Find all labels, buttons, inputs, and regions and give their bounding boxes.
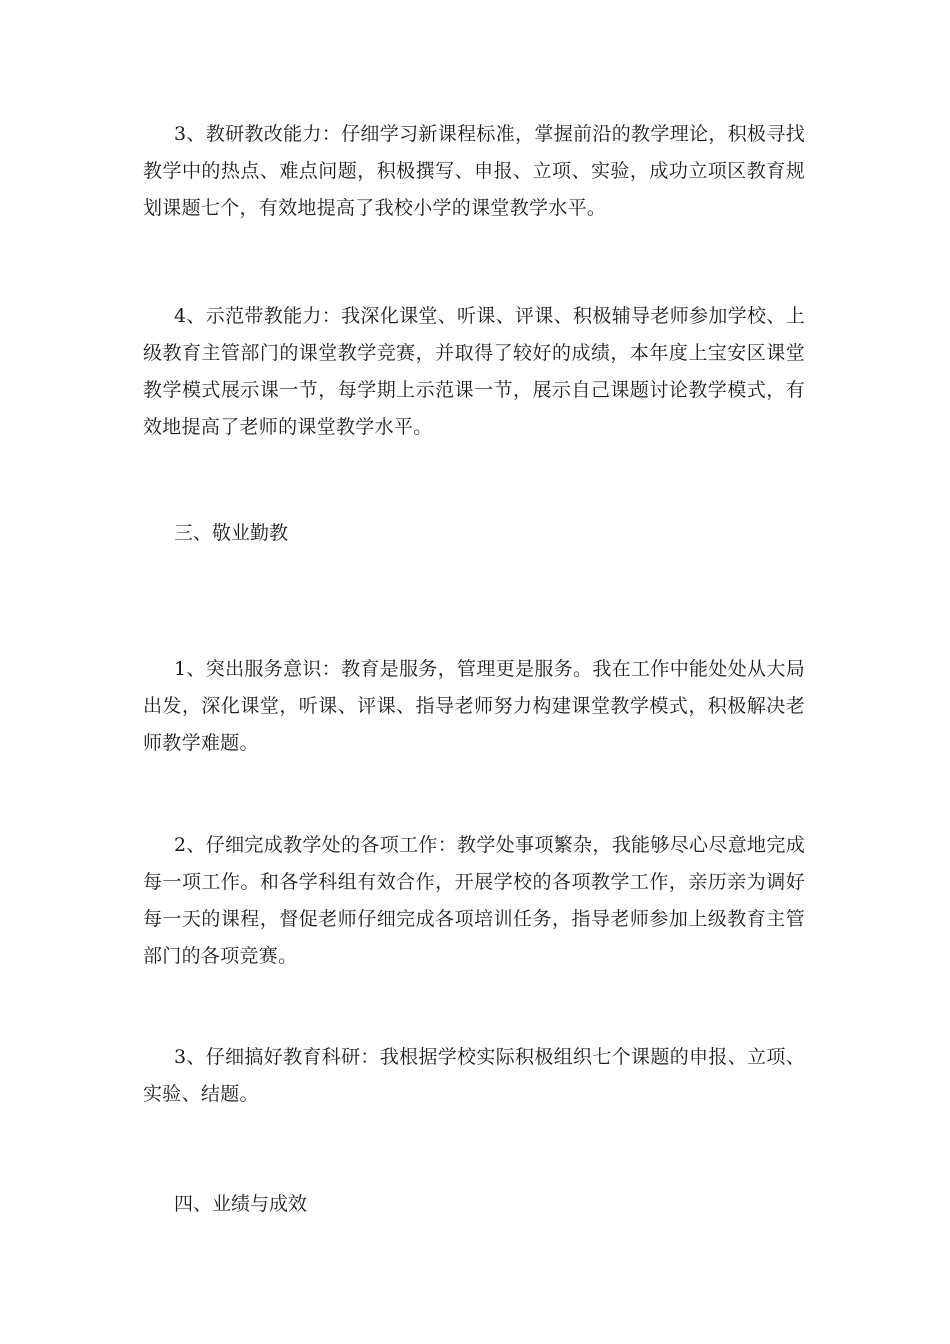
section-heading-achievements: 四、业绩与成效 (174, 1193, 308, 1215)
paragraph-teaching-research-ability: 3、教研教改能力：仔细学习新课程标准，掌握前沿的教学理论，积极寻找教学中的热点、难点问题，积极撰写、申报、立项、实验，成功立项区教育规划课题七个，有效地提高了我校小学的课堂教学水平。 (143, 123, 805, 219)
paragraph-service-awareness: 1、突出服务意识：教育是服务，管理更是服务。我在工作中能处处从大局出发，深化课堂，听课、评课、指导老师努力构建课堂教学模式，积极解决老师教学难题。 (143, 658, 805, 754)
paragraph-demonstration-ability: 4、示范带教能力：我深化课堂、听课、评课、积极辅导老师参加学校、上级教育主管部门的课堂教学竞赛，并取得了较好的成绩，本年度上宝安区课堂教学模式展示课一节，每学期上示范课一节，展示自己课题讨论教学模式，有效地提高了老师的课堂教学水平。 (143, 305, 805, 438)
paragraph-teaching-office-work: 2、仔细完成教学处的各项工作：教学处事项繁杂，我能够尽心尽意地完成每一项工作。和各学科组有效合作，开展学校的各项教学工作，亲历亲为调好每一天的课程，督促老师仔细完成各项培训任务，指导老师参加上级教育主管部门的各项竞赛。 (143, 834, 805, 967)
paragraph-education-research: 3、仔细搞好教育科研：我根据学校实际积极组织七个课题的申报、立项、实验、结题。 (143, 1046, 805, 1105)
section-heading-dedication: 三、敬业勤教 (174, 522, 289, 544)
